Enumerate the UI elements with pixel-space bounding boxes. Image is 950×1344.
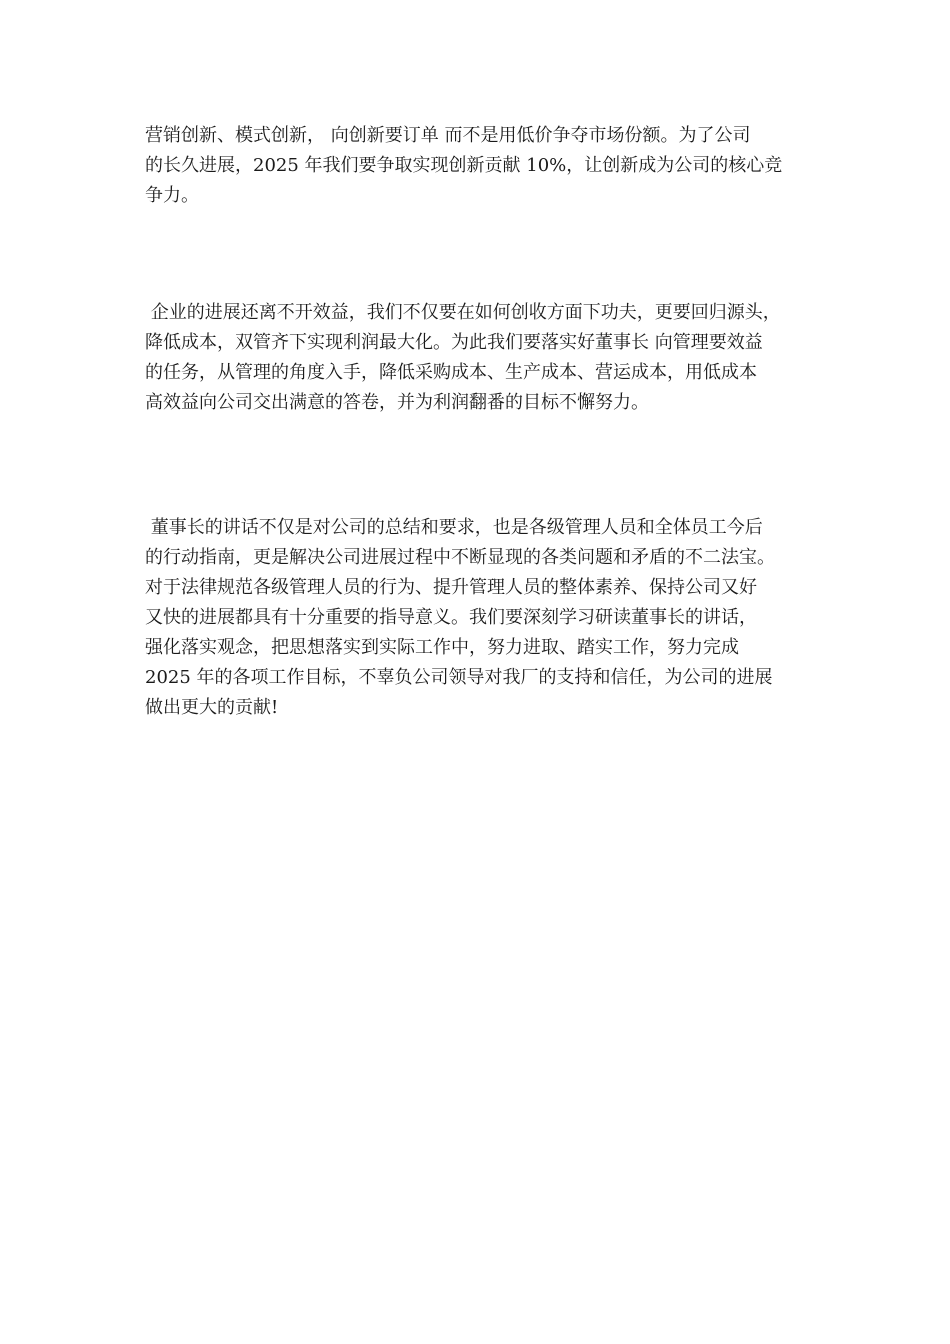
text-line: 的长久进展，2025 年我们要争取实现创新贡献 10%，让创新成为公司的核心竞	[145, 155, 783, 176]
text-line: 又快的进展都具有十分重要的指导意义。我们要深刻学习研读董事长的讲话，	[145, 607, 757, 628]
paragraph-innovation	[145, 121, 825, 211]
paragraph-efficiency	[145, 298, 825, 418]
paragraph-chairman-speech	[145, 513, 825, 723]
text-line: 企业的进展还离不开效益，我们不仅要在如何创收方面下功夫，更要回归源头，	[145, 302, 781, 323]
text-line: 董事长的讲话不仅是对公司的总结和要求，也是各级管理人员和全体员工今后	[145, 517, 763, 538]
text-line: 高效益向公司交出满意的答卷，并为利润翻番的目标不懈努力。	[145, 392, 649, 413]
text-line: 降低成本，双管齐下实现利润最大化。为此我们要落实好董事长 向管理要效益	[145, 332, 763, 353]
text-line: 营销创新、模式创新， 向创新要订单 而不是用低价争夺市场份额。为了公司	[145, 125, 751, 146]
text-line: 的任务，从管理的角度入手，降低采购成本、生产成本、营运成本，用低成本	[145, 362, 757, 383]
text-line: 的行动指南，更是解决公司进展过程中不断显现的各类问题和矛盾的不二法宝。	[145, 547, 775, 568]
text-line: 争力。	[145, 185, 199, 206]
text-line: 做出更大的贡献!	[145, 697, 279, 718]
text-line: 对于法律规范各级管理人员的行为、提升管理人员的整体素养、保持公司又好	[145, 577, 757, 598]
text-line: 2025 年的各项工作目标，不辜负公司领导对我厂的支持和信任，为公司的进展	[145, 667, 773, 688]
text-line: 强化落实观念，把思想落实到实际工作中，努力进取、踏实工作，努力完成	[145, 637, 739, 658]
